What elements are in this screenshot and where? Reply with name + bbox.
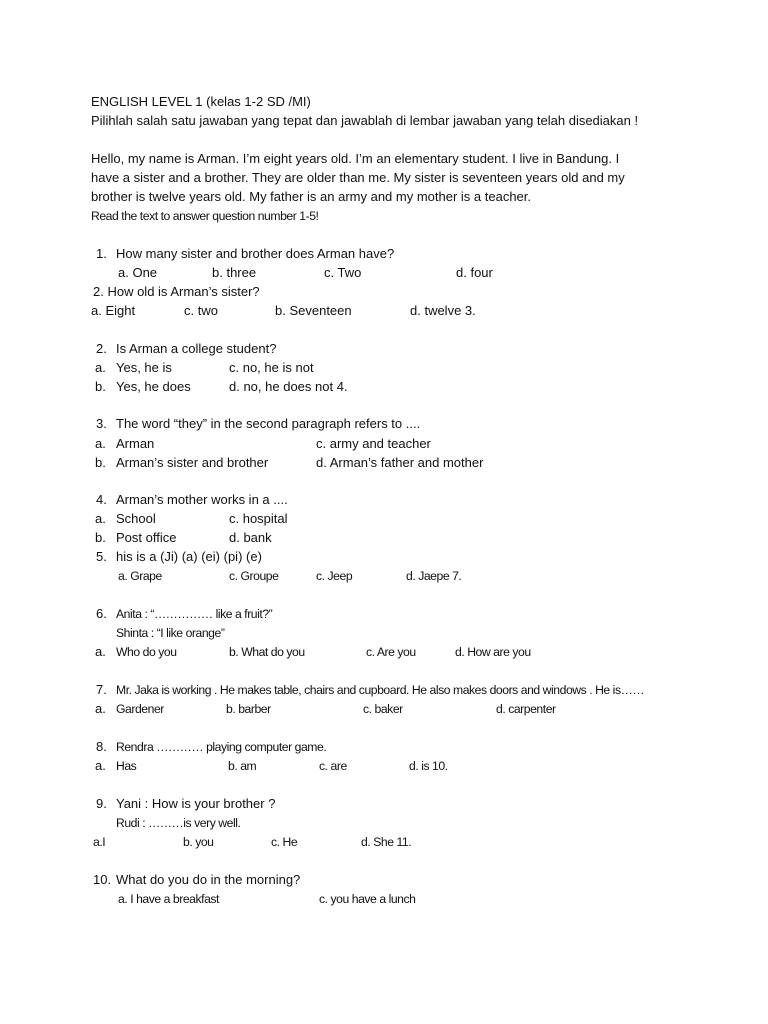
answer-option: d. Jaepe 7.	[406, 569, 462, 583]
answer-option: a. Eight	[91, 303, 136, 318]
answer-option: b. What do you	[229, 645, 305, 659]
answer-option: c. are	[319, 759, 347, 773]
question-number: 1.	[96, 246, 107, 261]
answer-option: d. How are you	[455, 645, 531, 659]
answer-option: Post office	[116, 530, 177, 545]
answer-option: b. barber	[226, 702, 271, 716]
answer-option: Has	[116, 759, 137, 773]
answer-option: b. you	[183, 835, 214, 849]
answer-option: a. One	[118, 265, 158, 280]
answer-letter: b.	[95, 530, 106, 545]
answer-option: a.I	[93, 835, 106, 849]
question-text: Arman’s mother works in a ....	[116, 492, 288, 507]
answer-option: d. no, he does not 4.	[229, 379, 348, 394]
passage-note: Read the text to answer question number 1-5!	[91, 209, 319, 223]
worksheet-title: ENGLISH LEVEL 1 (kelas 1-2 SD /MI)	[91, 94, 311, 109]
question-number: 9.	[96, 796, 107, 811]
passage-line: have a sister and a brother. They are older than me. My sister is seventeen years old and my	[91, 170, 625, 185]
answer-option: a. Grape	[118, 569, 162, 583]
dialogue-line: Anita : “…………… like a fruit?”	[116, 607, 273, 621]
answer-option: b. Seventeen	[275, 303, 352, 318]
answer-option: d. She 11.	[361, 835, 412, 849]
worksheet-instruction: Pilihlah salah satu jawaban yang tepat dan jawablah di lembar jawaban yang telah disediakan !	[91, 113, 639, 128]
answer-option: a. I have a breakfast	[118, 892, 219, 906]
passage-line: Hello, my name is Arman. I’m eight years old. I’m an elementary student. I live in Bandung. I	[91, 151, 620, 166]
question-text: How many sister and brother does Arman have?	[116, 246, 395, 261]
question-number: 10.	[93, 872, 112, 887]
answer-option: c. army and teacher	[316, 436, 431, 451]
answer-option: c. baker	[363, 702, 403, 716]
question-text: 2. How old is Arman’s sister?	[93, 284, 260, 299]
answer-option: d. twelve 3.	[410, 303, 476, 318]
answer-option: c. Jeep	[316, 569, 353, 583]
question-text: Is Arman a college student?	[116, 341, 277, 356]
answer-option: b. am	[228, 759, 257, 773]
answer-letter: a.	[95, 436, 106, 451]
question-text: his is a (Ji) (a) (ei) (pi) (e)	[116, 549, 262, 564]
question-number: 3.	[96, 416, 107, 431]
answer-option: c. He	[271, 835, 298, 849]
answer-option: Gardener	[116, 702, 164, 716]
question-text: Mr. Jaka is working . He makes table, chairs and cupboard. He also makes doors and windows . He is……	[116, 683, 645, 697]
answer-letter: a.	[95, 758, 106, 773]
answer-option: d. four	[456, 265, 493, 280]
dialogue-line: Rudi : ………is very well.	[116, 816, 241, 830]
answer-letter: a.	[95, 360, 106, 375]
question-text: What do you do in the morning?	[116, 872, 301, 887]
question-number: 6.	[96, 606, 107, 621]
answer-option: d. carpenter	[496, 702, 556, 716]
answer-option: d. bank	[229, 530, 272, 545]
answer-letter: a.	[95, 701, 106, 716]
question-number: 5.	[96, 549, 107, 564]
answer-option: c. Groupe	[229, 569, 279, 583]
answer-option: d. Arman’s father and mother	[316, 455, 484, 470]
answer-option: c. Two	[324, 265, 362, 280]
question-number: 8.	[96, 739, 107, 754]
question-text: The word “they” in the second paragraph refers to ....	[116, 416, 421, 431]
answer-option: c. hospital	[229, 511, 288, 526]
answer-option: Arman	[116, 436, 155, 451]
answer-option: d. is 10.	[409, 759, 448, 773]
answer-option: c. Are you	[366, 645, 416, 659]
question-number: 7.	[96, 682, 107, 697]
answer-option: c. you have a lunch	[319, 892, 416, 906]
dialogue-line: Yani : How is your brother ?	[116, 796, 276, 811]
answer-letter: a.	[95, 511, 106, 526]
dialogue-line: Shinta : “I like orange”	[116, 626, 225, 640]
question-number: 4.	[96, 492, 107, 507]
answer-option: c. two	[184, 303, 218, 318]
question-number: 2.	[96, 341, 107, 356]
passage-line: brother is twelve years old. My father is an army and my mother is a teacher.	[91, 189, 532, 204]
question-text: Rendra ………… playing computer game.	[116, 740, 327, 754]
answer-letter: b.	[95, 455, 106, 470]
answer-letter: b.	[95, 379, 106, 394]
answer-letter: a.	[95, 644, 106, 659]
answer-option: Yes, he does	[116, 379, 191, 394]
answer-option: c. no, he is not	[229, 360, 314, 375]
answer-option: Who do you	[116, 645, 177, 659]
answer-option: b. three	[212, 265, 257, 280]
answer-option: School	[116, 511, 156, 526]
answer-option: Arman’s sister and brother	[116, 455, 269, 470]
answer-option: Yes, he is	[116, 360, 172, 375]
